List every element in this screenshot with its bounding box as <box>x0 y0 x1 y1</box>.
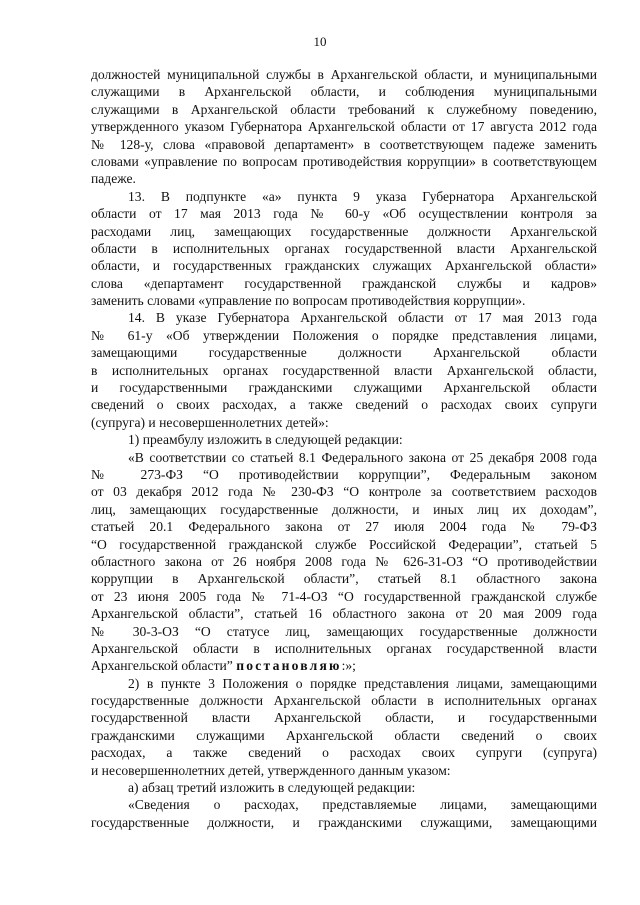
line-text: от 03 декабря 2012 года № 230-ФЗ “О контроле за соответствием расходов <box>91 484 597 500</box>
line-text: утвержденного указом Губернатора Архангельской области от 17 августа 2012 года <box>91 119 597 135</box>
text-line <box>91 344 597 361</box>
line-text: области, и государственных гражданских служащих Архангельской области» <box>91 258 597 274</box>
text-line <box>91 379 597 396</box>
text-line <box>91 257 597 274</box>
text-line <box>91 205 597 222</box>
line-text: лиц, замещающих государственные должности, и иных лиц их доходам”, <box>91 501 597 517</box>
text-line <box>91 483 597 500</box>
text-line <box>91 623 597 640</box>
text-line <box>91 414 597 431</box>
line-text: слова «департамент государственной гражданской службы и кадров» <box>91 275 597 291</box>
line-text: расходах, а также сведений о расходах своих супруги (супруга) <box>91 745 597 761</box>
line-text: области от 17 мая 2013 года № 60-у «Об осуществлении контроля за <box>91 206 597 222</box>
line-tail: :»; <box>341 658 356 674</box>
text-line <box>91 188 597 205</box>
line-text: № 128-у, слова «правовой департамент» в соответствующем падеже заменить <box>91 136 597 152</box>
line-text: 1) преамбулу изложить в следующей редакции: <box>128 432 403 448</box>
line-text: от 23 июня 2005 года № 71-4-ОЗ “О государственной гражданской службе <box>91 588 597 604</box>
text-line <box>91 466 597 483</box>
line-text: и несовершеннолетних детей, утвержденного данным указом: <box>91 762 451 778</box>
line-text: государственной власти Архангельской области, и государственными <box>91 710 597 726</box>
line-text: 13. В подпункте «а» пункта 9 указа Губернатора Архангельской <box>128 188 597 204</box>
text-line <box>91 170 597 187</box>
line-text: (супруга) и несовершеннолетних детей»: <box>91 414 329 430</box>
line-text: «В соответствии со статьей 8.1 Федерального закона от 25 декабря 2008 года <box>128 449 597 465</box>
text-line <box>91 762 597 779</box>
line-text: сведений о своих расходах, а также сведений о расходах своих супруги <box>91 397 597 413</box>
line-text: служащими в Архангельской области, и соблюдения муниципальными <box>91 84 597 100</box>
text-line <box>91 675 597 692</box>
line-text: государственные должности Архангельской области в исполнительных органах <box>91 693 597 709</box>
text-line <box>91 570 597 587</box>
line-text: “О государственной гражданской службе Российской Федерации”, статьей 5 <box>91 536 597 552</box>
text-line <box>91 83 597 100</box>
line-text: словами «управление по вопросам противодействия коррупции» в соответствующем <box>91 153 597 169</box>
line-text: № 273-ФЗ “О противодействии коррупции”, Федеральным законом <box>91 466 597 482</box>
line-text: «Сведения о расходах, представляемые лицами, замещающими <box>128 797 597 813</box>
text-line <box>91 396 597 413</box>
text-line <box>91 362 597 379</box>
line-text: государственные должности, и гражданскими служащими, замещающими <box>91 814 597 830</box>
text-line <box>91 240 597 257</box>
line-text: 14. В указе Губернатора Архангельской области от 17 мая 2013 года <box>128 310 597 326</box>
text-line <box>91 431 597 448</box>
line-text: 2) в пункте 3 Положения о порядке представления лицами, замещающими <box>128 675 597 691</box>
line-text: Архангельской области”, статьей 16 областного закона от 20 мая 2009 года <box>91 606 597 622</box>
text-line <box>91 657 597 674</box>
text-line <box>91 709 597 726</box>
line-text: и государственными гражданскими служащими Архангельской области <box>91 380 597 396</box>
text-line <box>91 66 597 83</box>
text-line <box>91 223 597 240</box>
text-line <box>91 292 597 309</box>
text-line <box>91 588 597 605</box>
line-text: служащими в Архангельской области требований к служебному поведению, <box>91 101 597 117</box>
document-body <box>91 66 597 831</box>
line-text: расходами лиц, замещающих государственные должности Архангельской <box>91 223 597 239</box>
line-text: областного закона от 26 ноября 2008 года № 626-31-ОЗ “О противодействии <box>91 553 597 569</box>
text-line <box>91 501 597 518</box>
line-text: гражданскими служащими Архангельской области сведений о своих <box>91 727 597 743</box>
text-line <box>91 814 597 831</box>
text-line <box>91 605 597 622</box>
text-line <box>91 309 597 326</box>
text-line <box>91 101 597 118</box>
text-line <box>91 275 597 292</box>
line-text: должностей муниципальной службы в Архангельской области, и муниципальными <box>91 67 597 82</box>
text-line <box>91 779 597 796</box>
text-line <box>91 327 597 344</box>
line-text: в исполнительных органах государственной власти Архангельской области, <box>91 362 597 378</box>
line-text: Архангельской области в исполнительных органах государственной власти <box>91 640 597 656</box>
text-line <box>91 518 597 535</box>
text-line <box>91 536 597 553</box>
line-text: статьей 20.1 Федерального закона от 27 июля 2004 года № 79-ФЗ <box>91 519 597 535</box>
text-line <box>91 153 597 170</box>
text-line <box>91 136 597 153</box>
line-text: Архангельской области” <box>91 658 233 674</box>
text-line <box>91 449 597 466</box>
line-text: а) абзац третий изложить в следующей редакции: <box>128 780 416 796</box>
text-line <box>91 727 597 744</box>
line-text: № 30-3-ОЗ “О статусе лиц, замещающих государственные должности <box>91 623 597 639</box>
line-text: области в исполнительных органах государственной власти Архангельской <box>91 240 597 256</box>
text-line <box>91 640 597 657</box>
text-line <box>91 118 597 135</box>
emphasized-word: постановляю <box>236 658 342 674</box>
line-text: заменить словами «управление по вопросам противодействия коррупции». <box>91 293 526 309</box>
text-line <box>91 796 597 813</box>
text-line <box>91 744 597 761</box>
line-text: коррупции в Архангельской области”, статьей 8.1 областного закона <box>91 571 597 587</box>
line-text: замещающими государственные должности Архангельской области <box>91 345 597 361</box>
text-line <box>91 692 597 709</box>
page-number: 10 <box>313 34 327 49</box>
line-text: № 61-у «Об утверждении Положения о порядке представления лицами, <box>91 327 597 343</box>
text-line <box>91 553 597 570</box>
line-text: падеже. <box>91 171 136 187</box>
